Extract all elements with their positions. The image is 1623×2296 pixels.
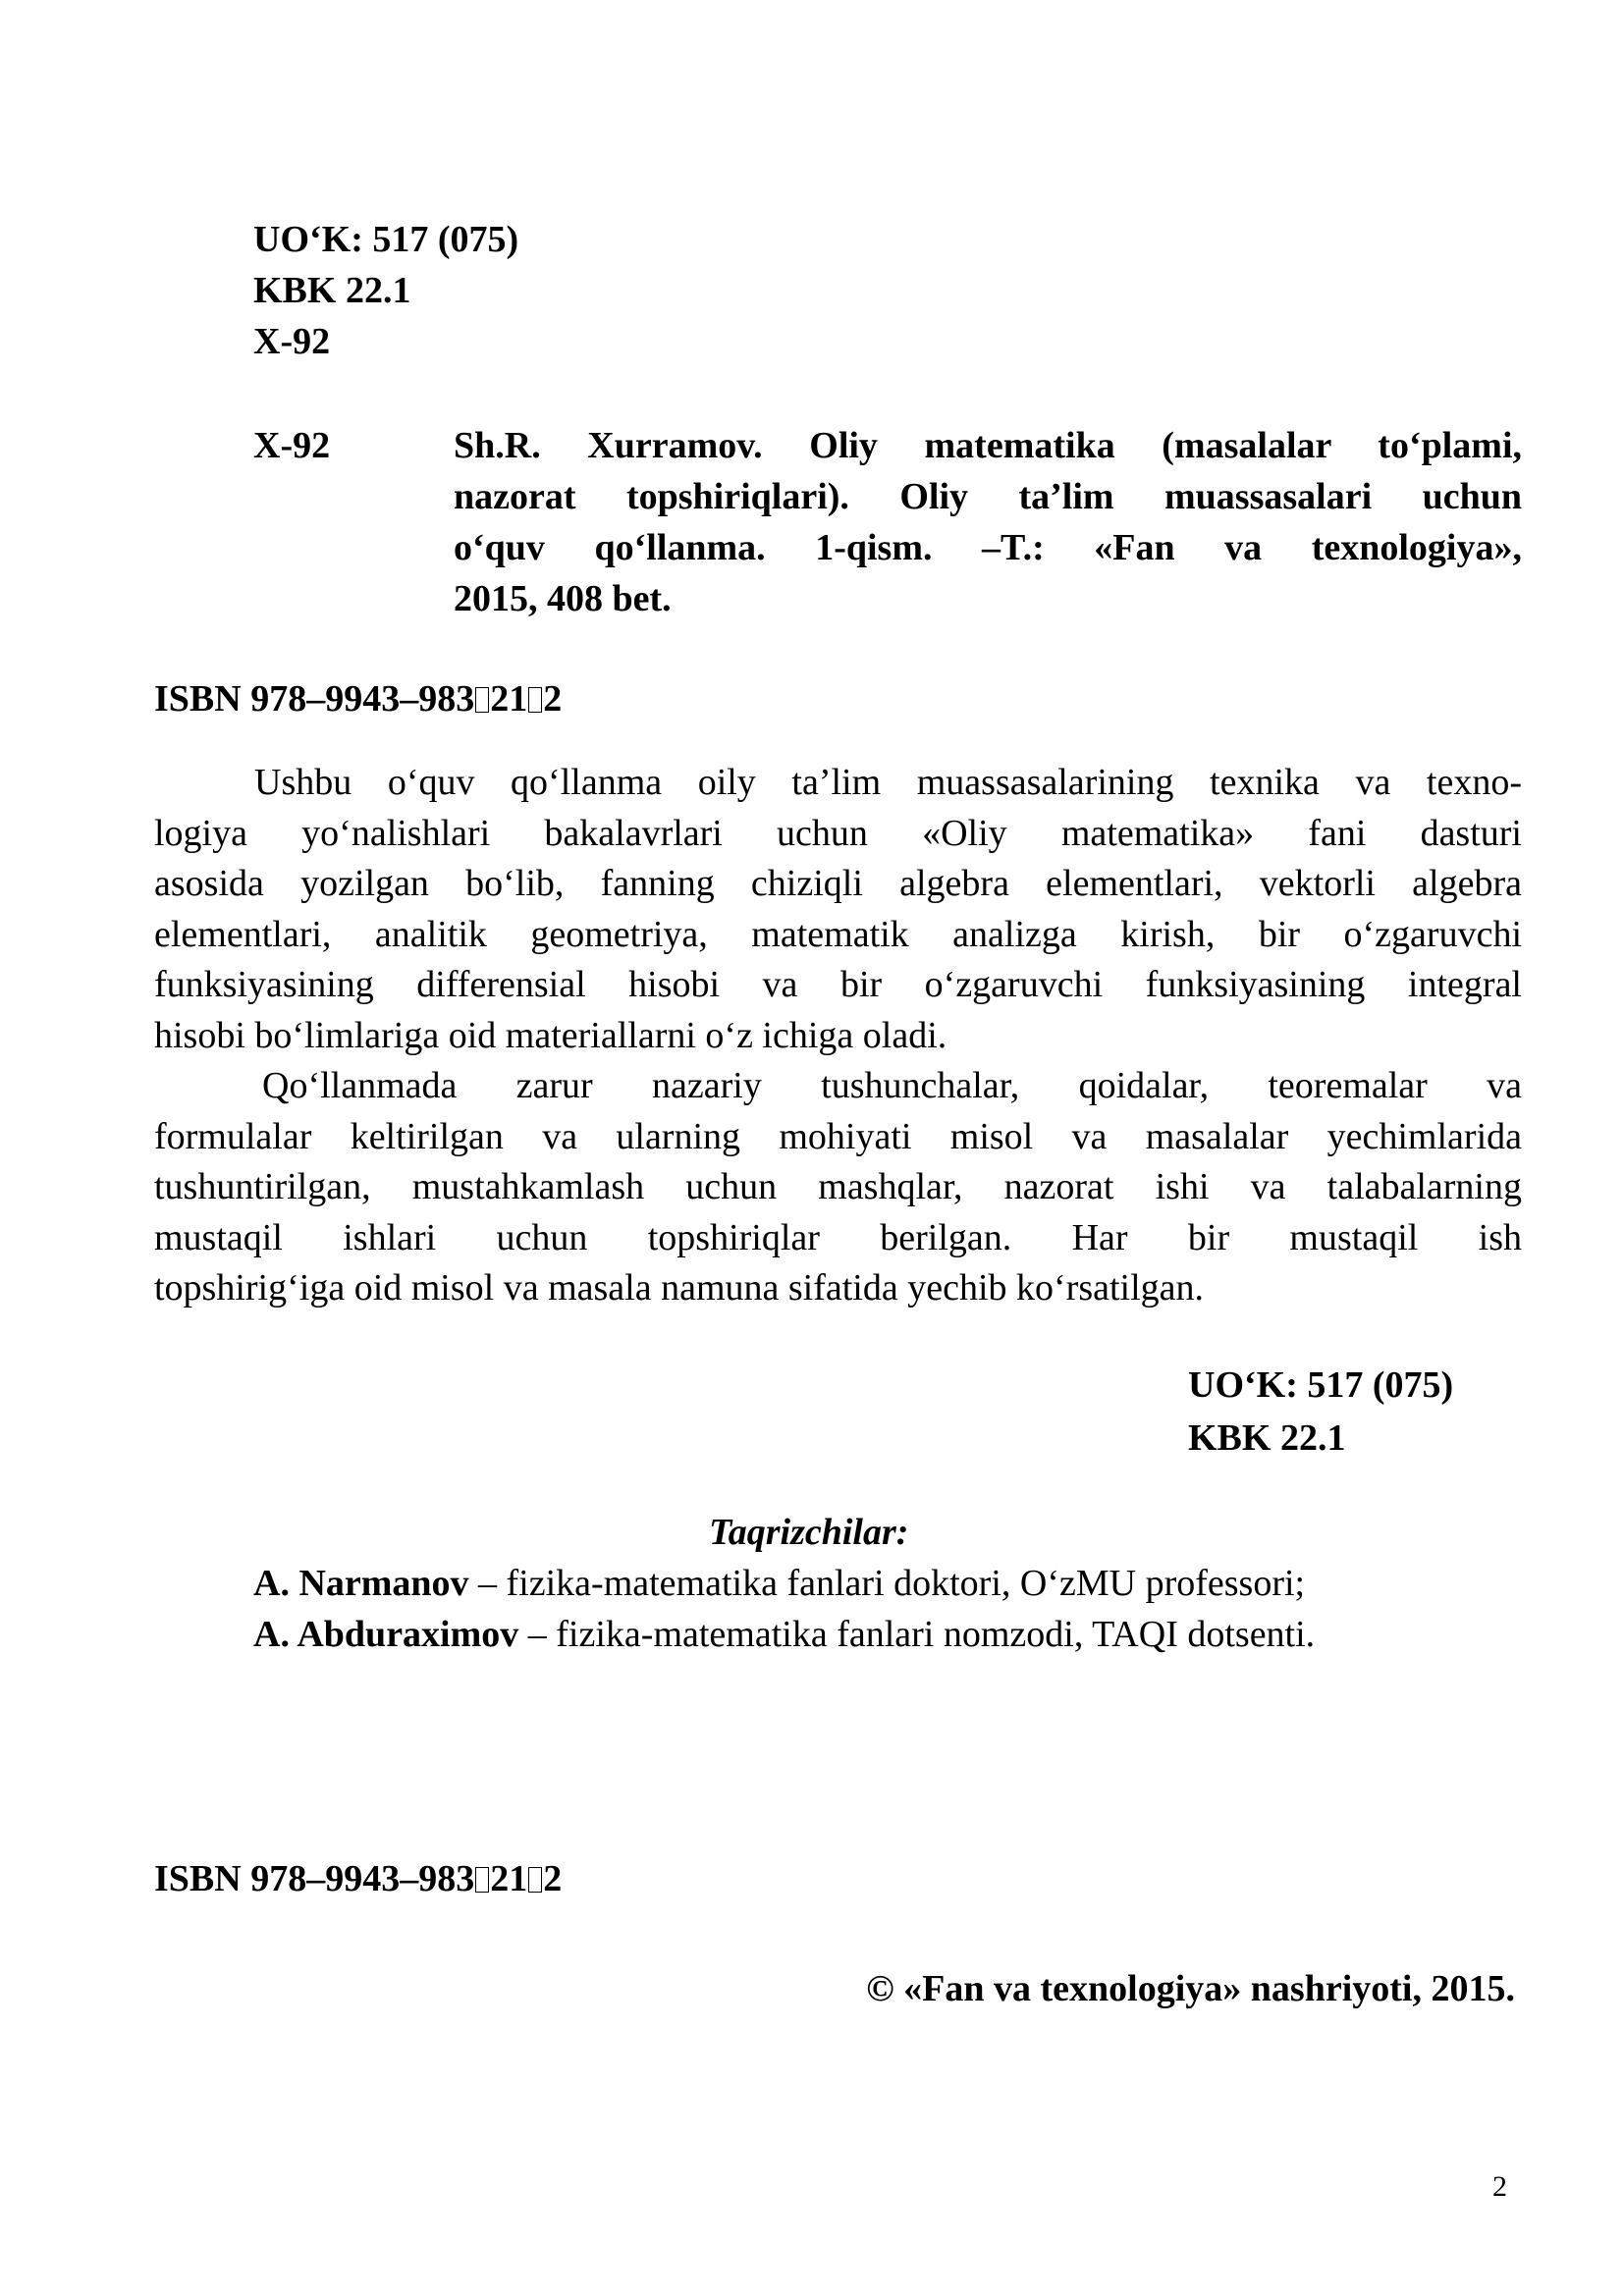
- reviewer-name: A. Abduraximov: [253, 1614, 519, 1655]
- reviewer-description: – fizika-matematika fanlari nomzodi, TAQI dotsenti.: [518, 1614, 1316, 1655]
- bbk-code: KBK 22.1: [253, 270, 411, 311]
- isbn-prefix: ISBN 978–9943–983: [154, 1858, 475, 1899]
- header-codes: [253, 214, 518, 367]
- bibliographic-entry: [454, 420, 1522, 624]
- annotation-line: Ushbu o‘quv qo‘llanma oily ta’lim muassasalarining texnika va texno-: [254, 762, 1522, 803]
- annotation-line: Qo‘llanmada zarur nazariy tushunchalar, qoidalar, teoremalar va: [262, 1065, 1522, 1106]
- reviewer-entry: [253, 1558, 1305, 1609]
- missing-glyph-box: [528, 687, 542, 713]
- udc-code: UO‘K: 517 (075): [1188, 1364, 1454, 1406]
- annotation: [154, 758, 1522, 1314]
- author-mark: X-92: [253, 321, 331, 362]
- missing-glyph-box: [528, 1867, 542, 1893]
- isbn-top: [154, 673, 562, 724]
- missing-glyph-box: [475, 687, 489, 713]
- bibliographic-line: nazorat topshiriqlari). Oliy ta’lim muassasalari uchun: [454, 476, 1522, 517]
- annotation-line: asosida yozilgan bo‘lib, fanning chiziqli algebra elementlari, vektorli algebra: [154, 863, 1522, 904]
- isbn-part: 21: [490, 678, 528, 720]
- annotation-line: hisobi bo‘limlariga oid materiallarni o‘z ichiga oladi.: [154, 1014, 947, 1056]
- annotation-line: formulalar keltirilgan va ularning mohiyati misol va masalalar yechimlarida: [154, 1115, 1522, 1157]
- reviewer-description: – fizika-matematika fanlari doktori, O‘zMU professori;: [468, 1563, 1306, 1604]
- isbn-bottom: [154, 1853, 562, 1904]
- missing-glyph-box: [475, 1867, 489, 1893]
- annotation-line: tushuntirilgan, mustahkamlash uchun mashqlar, nazorat ishi va talabalarning: [154, 1166, 1522, 1207]
- annotation-line: topshirig‘iga oid misol va masala namuna sifatida yechib ko‘rsatilgan.: [154, 1267, 1205, 1308]
- udc-code: UO‘K: 517 (075): [253, 219, 519, 260]
- reviewer-name: A. Narmanov: [253, 1563, 469, 1604]
- isbn-part: 2: [543, 678, 563, 720]
- annotation-line: elementlari, analitik geometriya, matematik analizga kirish, bir o‘zgaruvchi: [154, 913, 1522, 955]
- bibliographic-mark: X-92: [253, 425, 331, 466]
- isbn-part: 2: [543, 1858, 563, 1899]
- annotation-line: mustaqil ishlari uchun topshiriqlar berilgan. Har bir mustaqil ish: [154, 1216, 1522, 1258]
- page-number: 2: [1492, 2170, 1507, 2203]
- isbn-prefix: ISBN 978–9943–983: [154, 678, 475, 720]
- bbk-code: KBK 22.1: [1188, 1417, 1346, 1459]
- bibliographic-line: Sh.R. Xurramov. Oliy matematika (masalalar to‘plami,: [454, 425, 1522, 466]
- annotation-line: logiya yo‘nalishlari bakalavrlari uchun «Oliy matematika» fani dasturi: [154, 812, 1522, 854]
- annotation-line: funksiyasining differensial hisobi va bir o‘zgaruvchi funksiyasining integral: [154, 964, 1522, 1005]
- right-codes: [1188, 1359, 1453, 1465]
- bibliographic-line: 2015, 408 bet.: [454, 578, 672, 619]
- copyright-line: © «Fan va texnologiya» nashriyoti, 2015.: [866, 1968, 1515, 2009]
- reviewers-heading: Taqrizchilar:: [709, 1512, 909, 1553]
- bibliographic-line: o‘quv qo‘llanma. 1-qism. –T.: «Fan va texnologiya»,: [454, 527, 1522, 568]
- reviewer-entry: [253, 1609, 1315, 1660]
- isbn-part: 21: [490, 1858, 528, 1899]
